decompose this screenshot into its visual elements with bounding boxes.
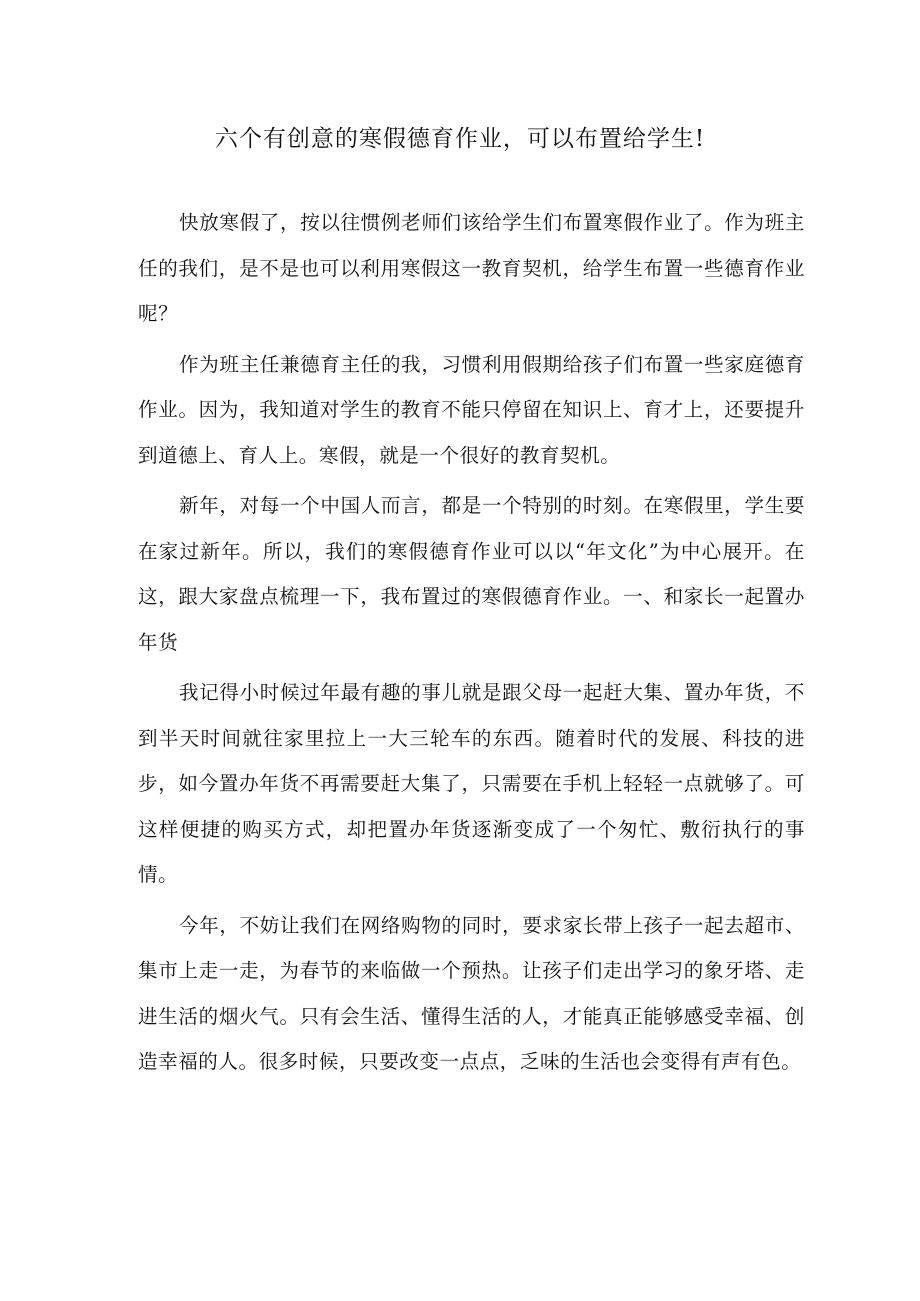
document-body bbox=[138, 200, 805, 1090]
paragraph: 作为班主任兼德育主任的我，习惯利用假期给孩子们布置一些家庭德育作业。因为，我知道对学生的教育不能只停留在知识上、育才上，还要提升到道德上、育人上。寒假，就是一个很好的教育契机。 bbox=[138, 352, 805, 467]
paragraph: 今年，不妨让我们在网络购物的同时，要求家长带上孩子一起去超市、集市上走一走，为春节的来临做一个预热。让孩子们走出学习的象牙塔、走进生活的烟火气。只有会生活、懂得生活的人，才能真正能够感受幸福、创造幸福的人。很多时候，只要改变一点点，乏味的生活也会变得有声有色。 bbox=[138, 913, 805, 1073]
paragraph: 快放寒假了，按以往惯例老师们该给学生们布置寒假作业了。作为班主任的我们，是不是也可以利用寒假这一教育契机，给学生布置一些德育作业呢？ bbox=[138, 211, 805, 325]
paragraph: 新年，对每一个中国人而言，都是一个特别的时刻。在寒假里，学生要在家过新年。所以，我们的寒假德育作业可以以“年文化”为中心展开。在这，跟大家盘点梳理一下，我布置过的寒假德育作业。一、和家长一起置办年货 bbox=[138, 494, 805, 654]
document-title: 六个有创意的寒假德育作业，可以布置给学生! bbox=[214, 126, 706, 152]
paragraph: 我记得小时候过年最有趣的事儿就是跟父母一起赶大集、置办年货，不到半天时间就往家里拉上一大三轮车的东西。随着时代的发展、科技的进步，如今置办年货不再需要赶大集了，只需要在手机上轻轻一点就够了。可这样便捷的购买方式，却把置办年货逐渐变成了一个匆忙、敷衍执行的事情。 bbox=[138, 681, 805, 886]
